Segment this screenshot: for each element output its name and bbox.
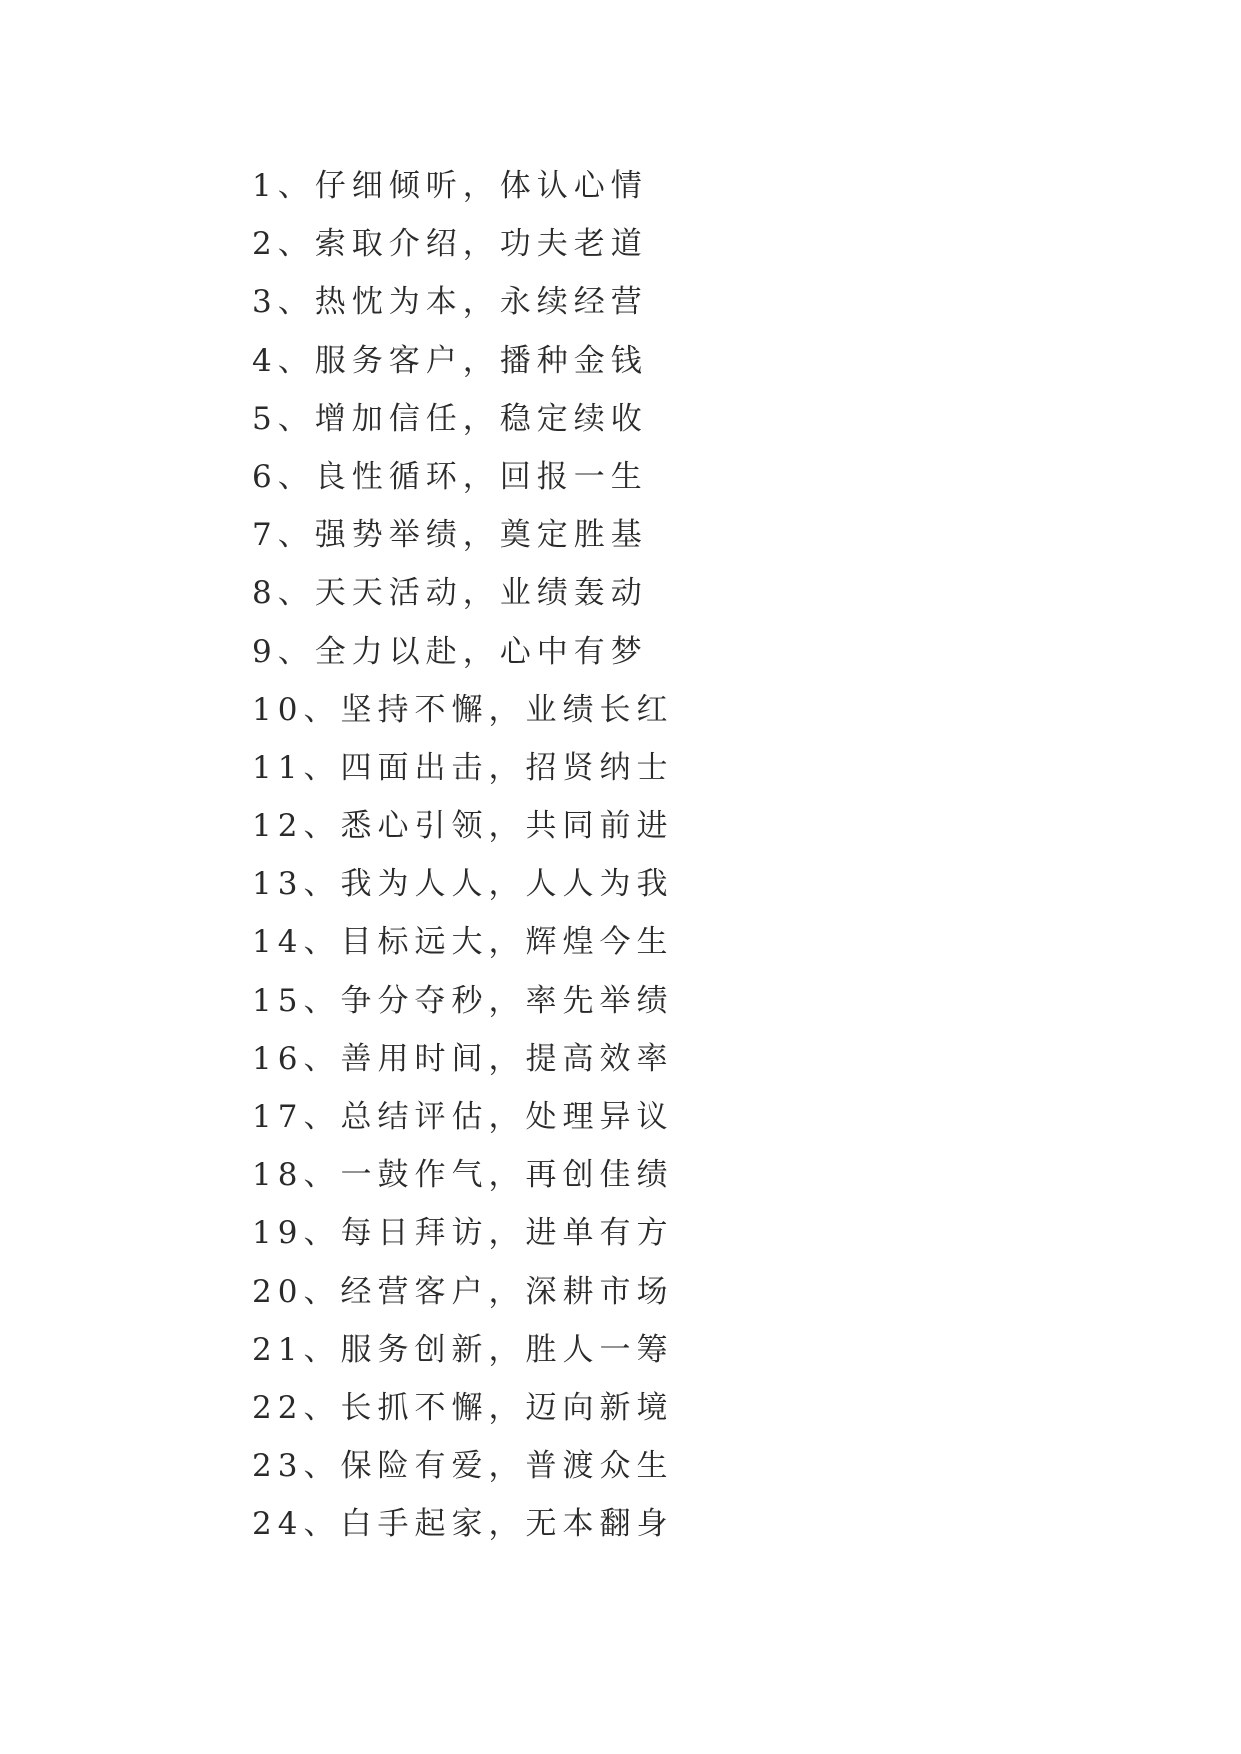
slogan-line: 3、热忱为本，永续经营 (252, 284, 648, 321)
slogan-line: 19、每日拜访，进单有方 (252, 1215, 674, 1252)
slogan-line: 5、增加信任，稳定续收 (252, 400, 648, 437)
slogan-line: 1、仔细倾听，体认心情 (252, 168, 648, 204)
slogan-line: 11、四面出击，招贤纳士 (252, 749, 674, 786)
slogan-line: 17、总结评估，处理异议 (252, 1099, 674, 1135)
slogan-line: 2、索取介绍，功夫老道 (252, 226, 648, 263)
slogan-line: 12、悉心引领，共同前进 (252, 808, 674, 845)
slogan-line: 4、服务客户，播种金钱 (252, 342, 648, 379)
slogan-line: 16、善用时间，提高效率 (252, 1040, 674, 1077)
slogan-line: 23、保险有爱，普渡众生 (252, 1448, 674, 1485)
slogan-line: 15、争分夺秒，率先举绩 (252, 982, 674, 1019)
slogan-line: 14、目标远大，辉煌今生 (252, 924, 674, 961)
slogan-line: 18、一鼓作气，再创佳绩 (252, 1157, 674, 1194)
slogan-line: 10、坚持不懈，业绩长红 (252, 691, 674, 728)
slogan-line: 13、我为人人，人人为我 (252, 866, 674, 903)
slogan-line: 20、经营客户，深耕市场 (252, 1273, 674, 1310)
slogan-line: 7、强势举绩，奠定胜基 (252, 517, 648, 554)
slogan-line: 6、良性循环，回报一生 (252, 458, 648, 495)
slogan-list (252, 157, 673, 1554)
slogan-line: 8、天天活动，业绩轰动 (252, 575, 648, 612)
slogan-line: 22、长抓不懈，迈向新境 (252, 1389, 674, 1426)
slogan-line: 9、全力以赴，心中有梦 (252, 633, 648, 670)
slogan-line: 21、服务创新，胜人一筹 (252, 1331, 674, 1368)
slogan-line: 24、白手起家，无本翻身 (252, 1506, 674, 1543)
